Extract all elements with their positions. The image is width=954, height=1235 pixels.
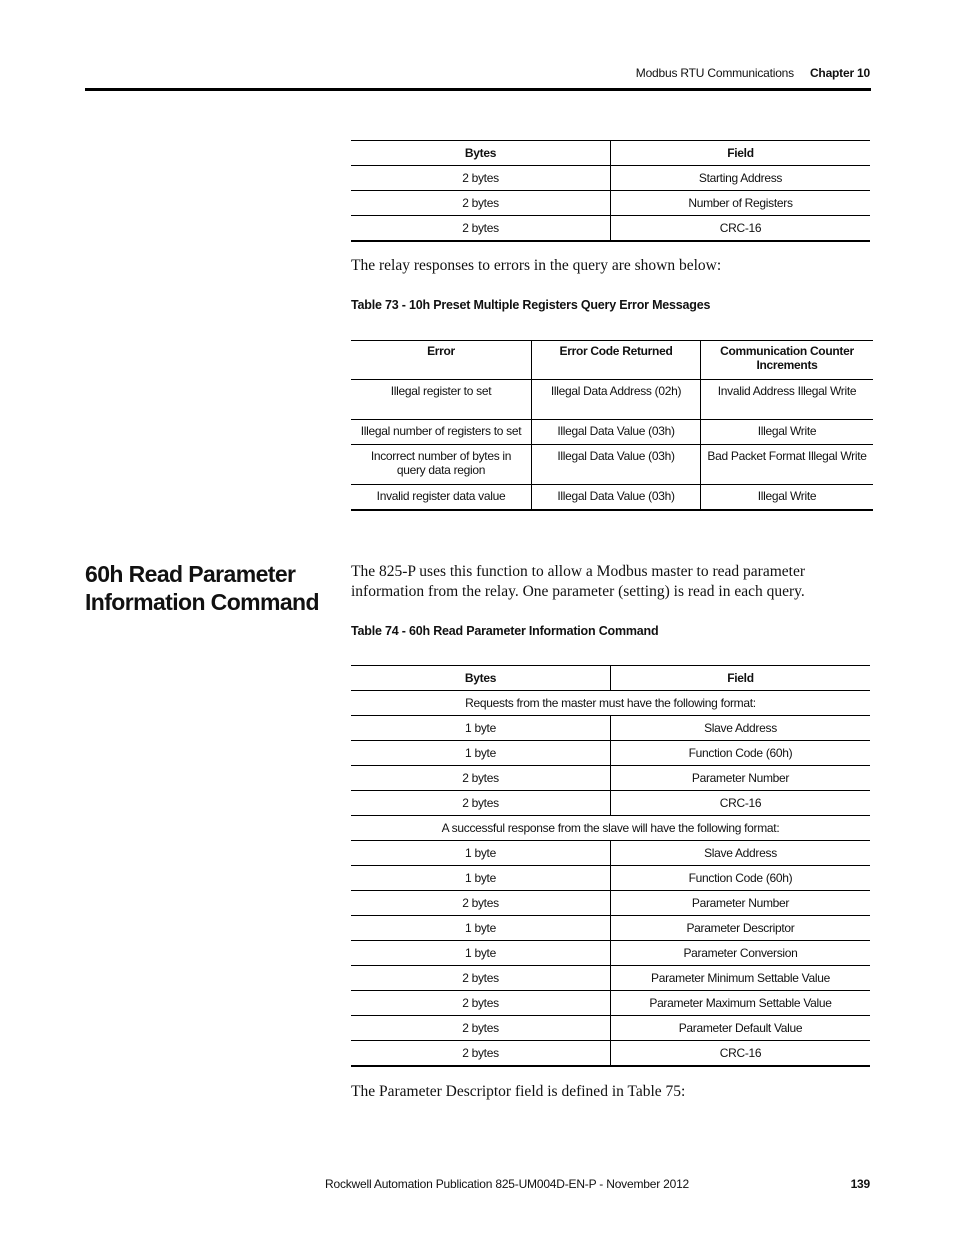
table-row — [351, 916, 870, 941]
table-row — [351, 1016, 870, 1041]
table-row — [351, 380, 873, 420]
column-header: Field — [611, 666, 871, 691]
field-cell: Parameter Maximum Settable Value — [611, 991, 871, 1016]
table-row — [351, 991, 870, 1016]
running-header — [636, 66, 870, 80]
bytes-cell: 1 byte — [351, 841, 611, 866]
bytes-cell: 1 byte — [351, 716, 611, 741]
column-header: Bytes — [351, 141, 611, 166]
bytes-cell: 2 bytes — [351, 966, 611, 991]
bytes-cell: 2 bytes — [351, 891, 611, 916]
table73 — [351, 340, 873, 511]
table-row — [351, 791, 870, 816]
table-row — [351, 191, 870, 216]
table-row — [351, 841, 870, 866]
table-row — [351, 891, 870, 916]
table73-caption: Table 73 - 10h Preset Multiple Registers Query Error Messages — [351, 298, 711, 312]
field-cell: Parameter Number — [611, 891, 871, 916]
section-paragraph: The 825-P uses this function to allow a Modbus master to read parameter information from the relay. One parameter (setting) is read in each query. — [351, 563, 805, 600]
column-header: Bytes — [351, 666, 611, 691]
error-cell: Illegal number of registers to set — [351, 420, 532, 445]
bytes-cell: 2 bytes — [351, 766, 611, 791]
table-row — [351, 741, 870, 766]
field-cell: Parameter Conversion — [611, 941, 871, 966]
footer-publication: Rockwell Automation Publication 825-UM004D-EN-P - November 2012 — [325, 1177, 690, 1191]
field-cell: Function Code (60h) — [611, 866, 871, 891]
bytes-cell: 2 bytes — [351, 991, 611, 1016]
code-cell: Illegal Data Value (03h) — [532, 485, 701, 511]
error-cell: Incorrect number of bytes in query data region — [351, 445, 532, 485]
counter-cell: Invalid Address Illegal Write — [701, 380, 874, 420]
bytes-cell: 2 bytes — [351, 1016, 611, 1041]
counter-cell: Bad Packet Format Illegal Write — [701, 445, 874, 485]
field-cell: CRC-16 — [611, 1041, 871, 1067]
field-cell: Parameter Number — [611, 766, 871, 791]
bytes-cell: 1 byte — [351, 866, 611, 891]
bytes-cell: 2 bytes — [351, 1041, 611, 1067]
table-section-row — [351, 816, 870, 841]
table-row — [351, 485, 873, 511]
field-cell: CRC-16 — [611, 791, 871, 816]
table-row — [351, 445, 873, 485]
column-header: Error Code Returned — [532, 341, 701, 380]
field-cell: CRC-16 — [611, 216, 871, 242]
error-cell: Invalid register data value — [351, 485, 532, 511]
table-row — [351, 166, 870, 191]
request-note: Requests from the master must have the following format: — [351, 691, 870, 716]
field-cell: Slave Address — [611, 841, 871, 866]
bytes-cell: 1 byte — [351, 941, 611, 966]
table-row — [351, 716, 870, 741]
intro-paragraph: The relay responses to errors in the query are shown below: — [351, 257, 722, 274]
page-number: 139 — [850, 1177, 870, 1191]
error-cell: Illegal register to set — [351, 380, 532, 420]
header-section: Modbus RTU Communications — [635, 66, 794, 80]
header-rule — [85, 88, 871, 91]
table-row — [351, 941, 870, 966]
field-cell: Function Code (60h) — [611, 741, 871, 766]
response-note: A successful response from the slave will have the following format: — [351, 816, 870, 841]
header-chapter: Chapter 10 — [809, 66, 870, 80]
bytes-cell: 1 byte — [351, 741, 611, 766]
field-cell: Parameter Minimum Settable Value — [611, 966, 871, 991]
column-header: Communication Counter Increments — [701, 341, 874, 380]
bytes-cell: 1 byte — [351, 916, 611, 941]
column-header: Field — [611, 141, 871, 166]
table-row — [351, 766, 870, 791]
field-cell: Starting Address — [611, 166, 871, 191]
table-row — [351, 420, 873, 445]
code-cell: Illegal Data Address (02h) — [532, 380, 701, 420]
table-section-row — [351, 691, 870, 716]
code-cell: Illegal Data Value (03h) — [532, 420, 701, 445]
table-continued — [351, 140, 870, 242]
table-row — [351, 966, 870, 991]
table-row — [351, 866, 870, 891]
field-cell: Parameter Default Value — [611, 1016, 871, 1041]
counter-cell: Illegal Write — [701, 420, 874, 445]
bytes-cell: 2 bytes — [351, 191, 611, 216]
bytes-cell: 2 bytes — [351, 166, 611, 191]
table74-caption: Table 74 - 60h Read Parameter Information Command — [351, 624, 659, 638]
closing-paragraph: The Parameter Descriptor field is defined in Table 75: — [351, 1083, 686, 1100]
field-cell: Number of Registers — [611, 191, 871, 216]
table74 — [351, 665, 870, 1067]
table-row — [351, 216, 870, 242]
section-heading: 60h Read Parameter Information Command — [85, 561, 319, 615]
table-row — [351, 1041, 870, 1067]
column-header: Error — [351, 341, 532, 380]
bytes-cell: 2 bytes — [351, 791, 611, 816]
code-cell: Illegal Data Value (03h) — [532, 445, 701, 485]
field-cell: Parameter Descriptor — [611, 916, 871, 941]
bytes-cell: 2 bytes — [351, 216, 611, 242]
counter-cell: Illegal Write — [701, 485, 874, 511]
field-cell: Slave Address — [611, 716, 871, 741]
